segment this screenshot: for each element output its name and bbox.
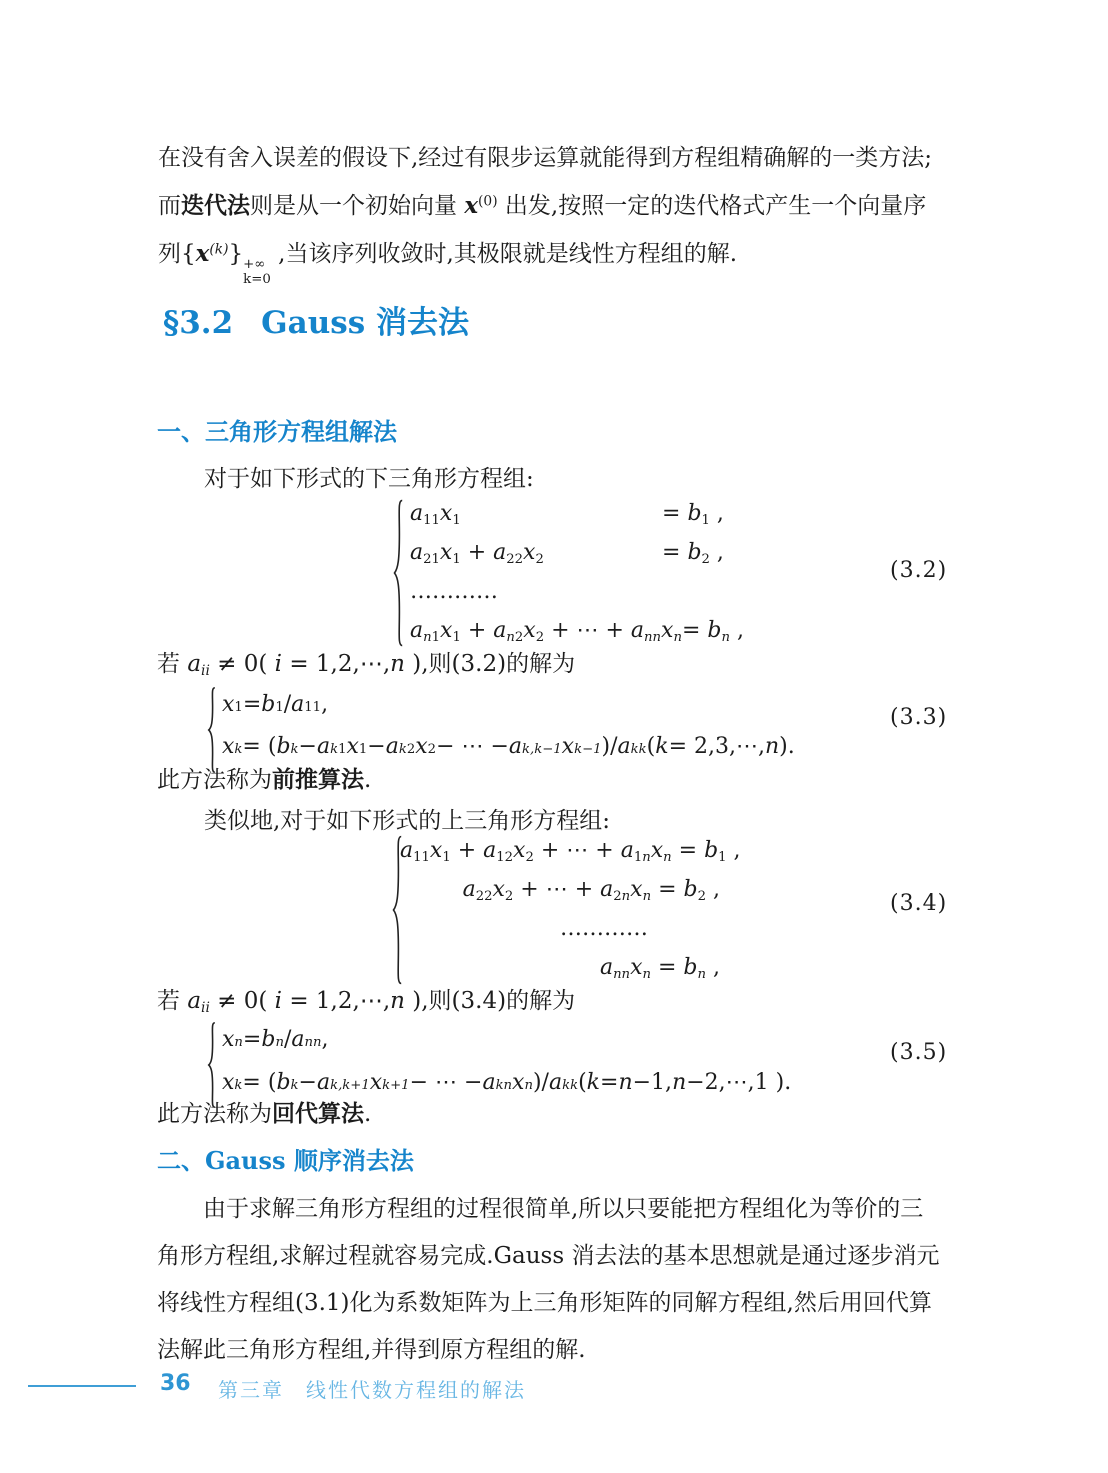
- upper-triangular-lead: 类似地,对于如下形式的上三角形方程组:: [204, 808, 611, 834]
- left-brace-icon: [391, 499, 405, 647]
- equation-label-3-2: (3.2): [890, 558, 948, 583]
- equation-row: $a_{11}x_1 + a_{12}x_2$ + ⋯ + $a_{1n}x_n = b_1$ ,: [400, 838, 741, 865]
- condition-line-3-2: 若 $a_{ii} \ne 0$( i = 1,2,⋯,n ),则(3.2)的解为: [157, 651, 576, 680]
- subsection-heading-2: 二、Gauss 顺序消去法: [157, 1146, 414, 1175]
- forward-method-line: 此方法称为前推算法.: [157, 766, 372, 793]
- equation-row: x k = ( b k − a k,k+1 x k+1 − ⋯ − a kn x n )/ a kk ( k = n −1, n −2,⋯,1 ).: [222, 1070, 792, 1095]
- section-title: Gauss 消去法: [261, 305, 469, 341]
- equation-row: $a_{11}x_1$ = $b_1$ ,: [410, 501, 724, 528]
- equation-row: $a_{22}x_2$ + ⋯ + $a_{2n}x_n = b_2$ ,: [462, 877, 720, 904]
- intro-line-3: 列$\{x^{(k)}\}$ +∞ k=0 ,当该序列收敛时,其极限就是线性方程组的解.: [158, 240, 738, 287]
- equation-row: $a_{21}x_1 + a_{22}x_2$ = $b_2$ ,: [410, 540, 724, 567]
- intro-line-2: 而迭代法则是从一个初始向量 $x^{(0)}$ 出发,按照一定的迭代格式产生一个向量序: [158, 192, 927, 219]
- equation-label-3-4: (3.4): [890, 891, 948, 916]
- equation-row: $a_{nn}x_n = b_n$ ,: [599, 955, 720, 982]
- gauss-line-2: 角形方程组,求解过程就容易完成.Gauss 消去法的基本思想就是通过逐步消元: [157, 1243, 940, 1269]
- intro-paragraph: [158, 135, 932, 287]
- gauss-line-4: 法解此三角形方程组,并得到原方程组的解.: [157, 1337, 586, 1363]
- equation-row-dots: …………: [410, 579, 498, 604]
- section-heading: [163, 297, 469, 342]
- equation-row-dots: …………: [560, 916, 648, 941]
- footer-chapter-title: 第三章 线性代数方程组的解法: [218, 1378, 526, 1402]
- section-number: §3.2: [163, 305, 234, 341]
- page-number: 36: [160, 1371, 191, 1396]
- intro-line-1: 在没有舍入误差的假设下,经过有限步运算就能得到方程组精确解的一类方法;: [158, 145, 933, 171]
- gauss-paragraph: [157, 1186, 939, 1374]
- footer-rule: [28, 1385, 136, 1387]
- equation-label-3-5: (3.5): [890, 1040, 948, 1065]
- equation-3-2: [410, 494, 744, 650]
- back-substitution-line: 此方法称为回代算法.: [157, 1100, 372, 1127]
- equation-row: x n = b n / a nn ,: [222, 1027, 329, 1052]
- equation-3-4: [400, 831, 741, 987]
- lower-triangular-lead: 对于如下形式的下三角形方程组:: [204, 466, 534, 492]
- equation-row: x k = ( b k − a k 1 x 1 − a k 2 x 2 − ⋯ − a k,k−1 x k−1 )/ a kk ( k = 2,3,⋯, n ).: [222, 734, 795, 759]
- subsection-heading-1: 一、三角形方程组解法: [157, 417, 397, 446]
- equation-row: $a_{n1}x_1 + a_{n2}x_2$ + ⋯ + $a_{nn}x_n$ = $b_n$ ,: [410, 618, 744, 645]
- gauss-line-3: 将线性方程组(3.1)化为系数矩阵为上三角形矩阵的同解方程组,然后用回代算: [157, 1290, 932, 1316]
- condition-line-3-4: 若 $a_{ii} \ne 0$( i = 1,2,⋯,n ),则(3.4)的解为: [157, 988, 576, 1017]
- equation-row: x 1 = b 1 / a 11 ,: [222, 692, 329, 717]
- gauss-line-1: 由于求解三角形方程组的过程很简单,所以只要能把方程组化为等价的三: [203, 1196, 924, 1222]
- equation-label-3-3: (3.3): [890, 705, 948, 730]
